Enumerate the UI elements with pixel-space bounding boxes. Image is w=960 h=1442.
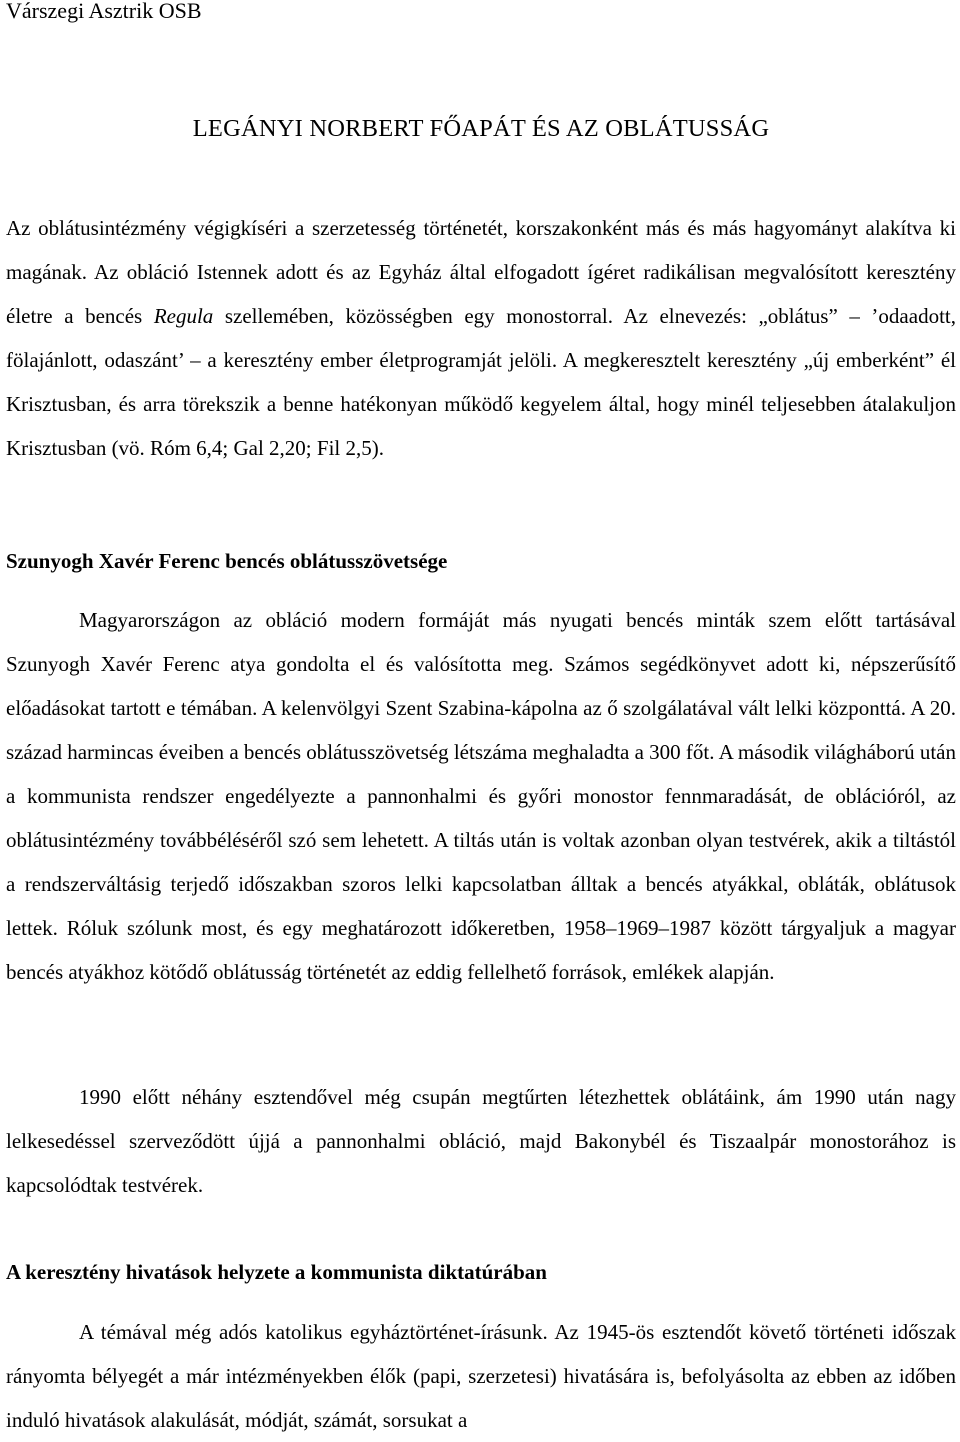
intro-text-end: szellemében, közösségben egy monostorral. Az elnevezés: „oblátus” – ’odaadott, fölajánlott, odaszánt’ – a keresztény ember életprogramját jelöli. A megkeresztelt keresztény „új emberként” él Krisztusban, és arra törekszik a benne hatékonyan működő kegyelem által, hogy minél teljesebben átalakuljon Krisztusban (vö. Róm 6,4; Gal 2,20; Fil 2,5). [6,304,956,460]
intro-italic-regula: Regula [153,304,214,328]
intro-text-start: Az oblátusintézmény végigkíséri a szerzetesség történetét, korszakonként más és más hagyományt alakítva ki magának. Az obláció Istennek adott és az Egyház által elfogadott ígéret radikálisan megvalósított keresztény életre a bencés [6,216,956,328]
author-header: Várszegi Asztrik OSB [6,0,202,23]
intro-paragraph [6,206,956,470]
section2-paragraph-1: A témával még adós katolikus egyháztörténet-írásunk. Az 1945-ös esztendőt követő történeti időszak rányomta bélyegét a már intézményekben élők (papi, szerzetesi) hivatására is, befolyásolta az ebben az időben induló hivatások alakulását, módját, számát, sorsukat a [6,1320,956,1432]
document-title: LEGÁNYI NORBERT FŐAPÁT ÉS AZ OBLÁTUSSÁG [192,115,770,142]
section1-paragraph-2: 1990 előtt néhány esztendővel még csupán megtűrten létezhettek oblátáink, ám 1990 után nagy lelkesedéssel szerveződött újjá a pannonhalmi obláció, majd Bakonybél és Tiszaalpár monostorához is kapcsolódtak testvérek. [6,1085,956,1197]
section-heading-vocations: A keresztény hivatások helyzete a kommunista diktatúrában [6,1260,547,1284]
section-heading-oblatus-association: Szunyogh Xavér Ferenc bencés oblátusszövetsége [6,549,448,573]
section1-paragraph-1: Magyarországon az obláció modern formáját más nyugati bencés minták szem előtt tartásával Szunyogh Xavér Ferenc atya gondolta el és valósította meg. Számos segédkönyvet adott ki, népszerűsítő előadásokat tartott e témában. A kelenvölgyi Szent Szabina-kápolna az ő szolgálatával vált lelki központtá. A 20. század harmincas éveiben a bencés oblátusszövetség létszáma meghaladta a 300 főt. A második világháború után a kommunista rendszer engedélyezte a pannonhalmi és győri monostor fennmaradását, de oblációról, az oblátusintézmény továbbéléséről szó sem lehetett. A tiltás után is voltak azonban olyan testvérek, akik a tiltástól a rendszerváltásig terjedő időszakban szoros lelki kapcsolatban álltak a bencés atyákkal, obláták, oblátusok lettek. Róluk szólunk most, és egy meghatározott időkeretben, 1958–1969–1987 között tárgyaljuk a magyar bencés atyákhoz kötődő oblátusság történetét az eddig fellelhető források, emlékek alapján. [6,608,956,984]
